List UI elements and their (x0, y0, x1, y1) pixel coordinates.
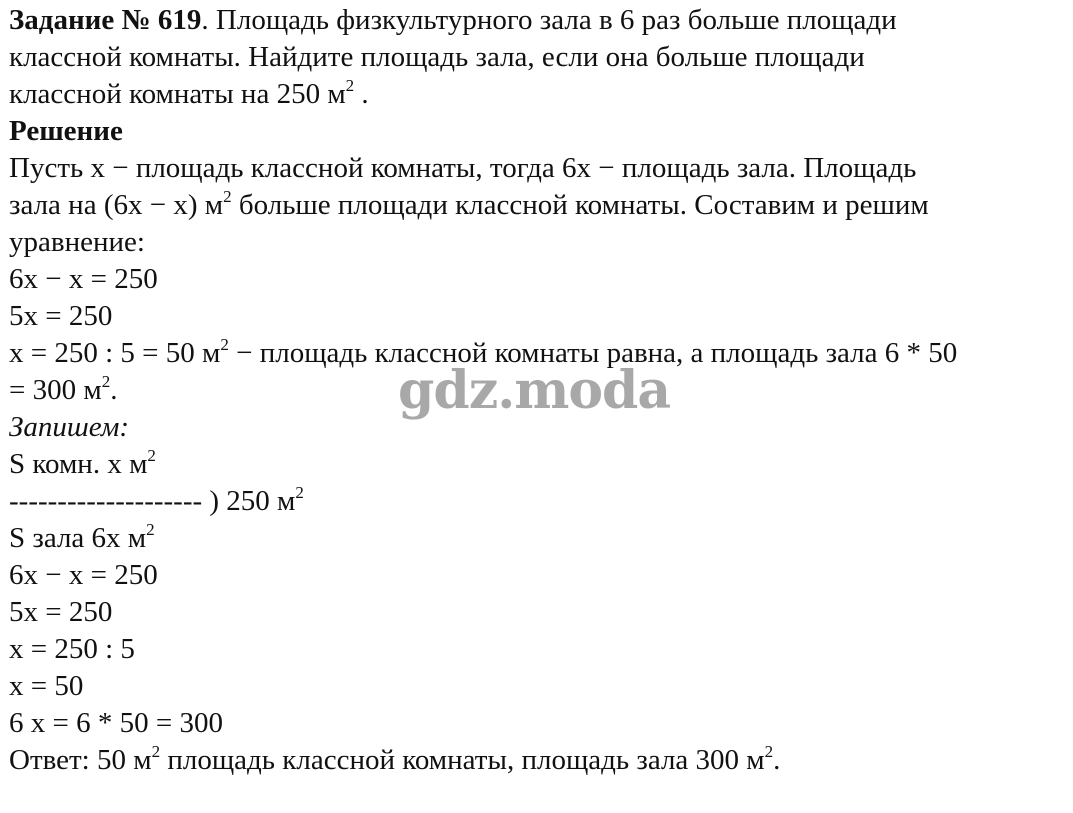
task-line-1: Задание № 619. Площадь физкультурного зала в 6 раз больше площади (9, 4, 897, 36)
task-line-2: классной комнаты. Найдите площадь зала, если она больше площади (9, 41, 865, 73)
record-equation-3: х = 250 : 5 (9, 633, 135, 665)
solution-heading: Решение (9, 115, 123, 147)
equation-4: = 300 $м^2$. (9, 372, 118, 406)
record-line-3: S зала 6х $м^2$ (9, 520, 155, 554)
record-equation-1: 6х − х = 250 (9, 559, 158, 591)
record-equation-4: х = 50 (9, 670, 84, 702)
solution-line-2: зала на (6х − х) $м^2$ больше площади классной комнаты. Составим и решим (9, 187, 929, 221)
equation-1: 6х − х = 250 (9, 263, 158, 295)
solution-line-1: Пусть х − площадь классной комнаты, тогда 6х − площадь зала. Площадь (9, 152, 917, 184)
record-line-2: -------------------- ) 250 $м^2$ (9, 483, 304, 517)
solution-line-3: уравнение: (9, 226, 145, 258)
equation-2: 5х = 250 (9, 300, 113, 332)
record-heading: Запишем: (9, 411, 130, 443)
record-equation-2: 5х = 250 (9, 596, 113, 628)
record-equation-5: 6 х = 6 * 50 = 300 (9, 707, 223, 739)
watermark: gdz.moda (398, 360, 671, 421)
task-label: Задание № 619 (9, 4, 202, 36)
answer-line: Ответ: 50 $м^2$ площадь классной комнаты, площадь зала 300 $м^2$. (9, 742, 781, 776)
task-line-3: классной комнаты на 250 $м^2$ . (9, 76, 369, 110)
record-line-1: S комн. х $м^2$ (9, 446, 156, 480)
equation-3: х = 250 : 5 = 50 $м^2$ − площадь классной комнаты равна, а площадь зала 6 * 50 (9, 335, 958, 369)
